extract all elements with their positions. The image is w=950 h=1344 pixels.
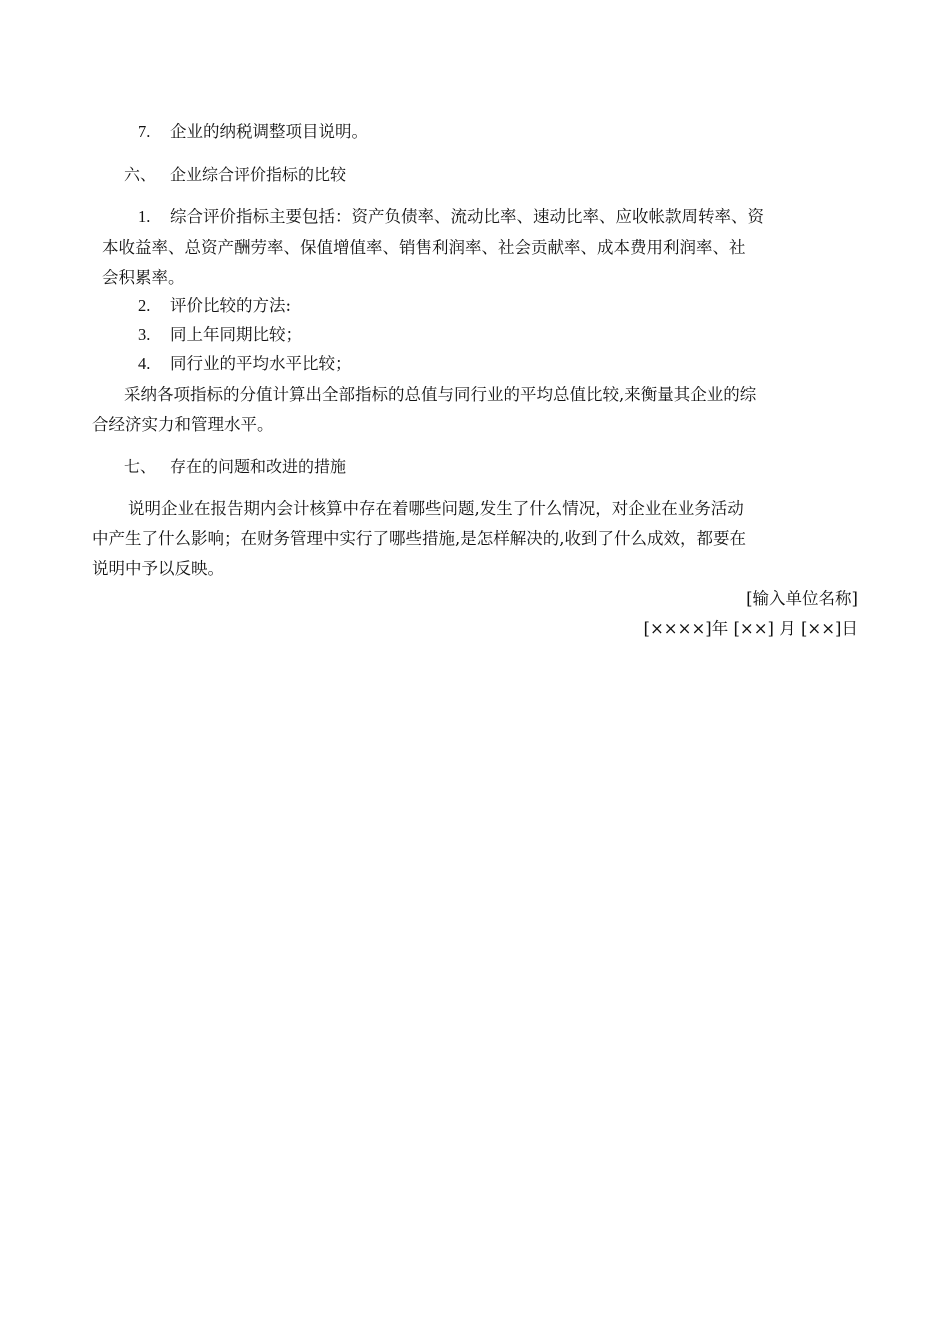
signature-unit: [输入单位名称] xyxy=(746,589,858,608)
list-item-text-line-1: 综合评价指标主要包括：资产负债率、流动比率、速动比率、应收帐款周转率、资 xyxy=(170,207,764,226)
paragraph-7-line-3: 说明中予以反映。 xyxy=(92,559,224,578)
list-item-text: 评价比较的方法: xyxy=(170,296,292,315)
section-title: 企业综合评价指标的比较 xyxy=(170,165,347,184)
list-item-text: 同上年同期比较； xyxy=(170,325,302,344)
list-item-number: 3. xyxy=(138,325,151,344)
section-heading-6 xyxy=(124,163,346,187)
list-item-7 xyxy=(138,120,368,144)
list-item-text: 企业的纳税调整项目说明。 xyxy=(170,122,368,141)
section-number: 七、 xyxy=(124,457,157,476)
list-item-number: 4. xyxy=(138,354,151,373)
list-item-1-line-3: 会积累率。 xyxy=(102,268,185,287)
paragraph-7-line-1: 说明企业在报告期内会计核算中存在着哪些问题,发生了什么情况，对企业在业务活动 xyxy=(128,499,744,518)
section-title: 存在的问题和改进的措施 xyxy=(170,457,347,476)
section-number: 六、 xyxy=(124,165,157,184)
list-item-1-line-2: 本收益率、总资产酬劳率、保值增值率、销售利润率、社会贡献率、成本费用利润率、社 xyxy=(102,238,746,257)
list-item-number: 2. xyxy=(138,296,151,315)
list-item-text: 同行业的平均水平比较； xyxy=(170,354,352,373)
section-heading-7 xyxy=(124,455,346,479)
list-item-1 xyxy=(138,205,764,229)
list-item-4 xyxy=(138,352,352,376)
signature-date: [××××]年 [××] 月 [××]日 xyxy=(643,619,858,638)
paragraph-7-line-2: 中产生了什么影响；在财务管理中实行了哪些措施,是怎样解决的,收到了什么成效，都要在 xyxy=(92,529,746,548)
list-item-2 xyxy=(138,294,291,318)
list-item-number: 1. xyxy=(138,207,151,226)
list-item-number: 7. xyxy=(138,122,151,141)
list-item-3 xyxy=(138,323,302,347)
paragraph-6-line-1: 采纳各项指标的分值计算出全部指标的总值与同行业的平均总值比较,来衡量其企业的综 xyxy=(124,385,757,404)
paragraph-6-line-2: 合经济实力和管理水平。 xyxy=(92,415,274,434)
